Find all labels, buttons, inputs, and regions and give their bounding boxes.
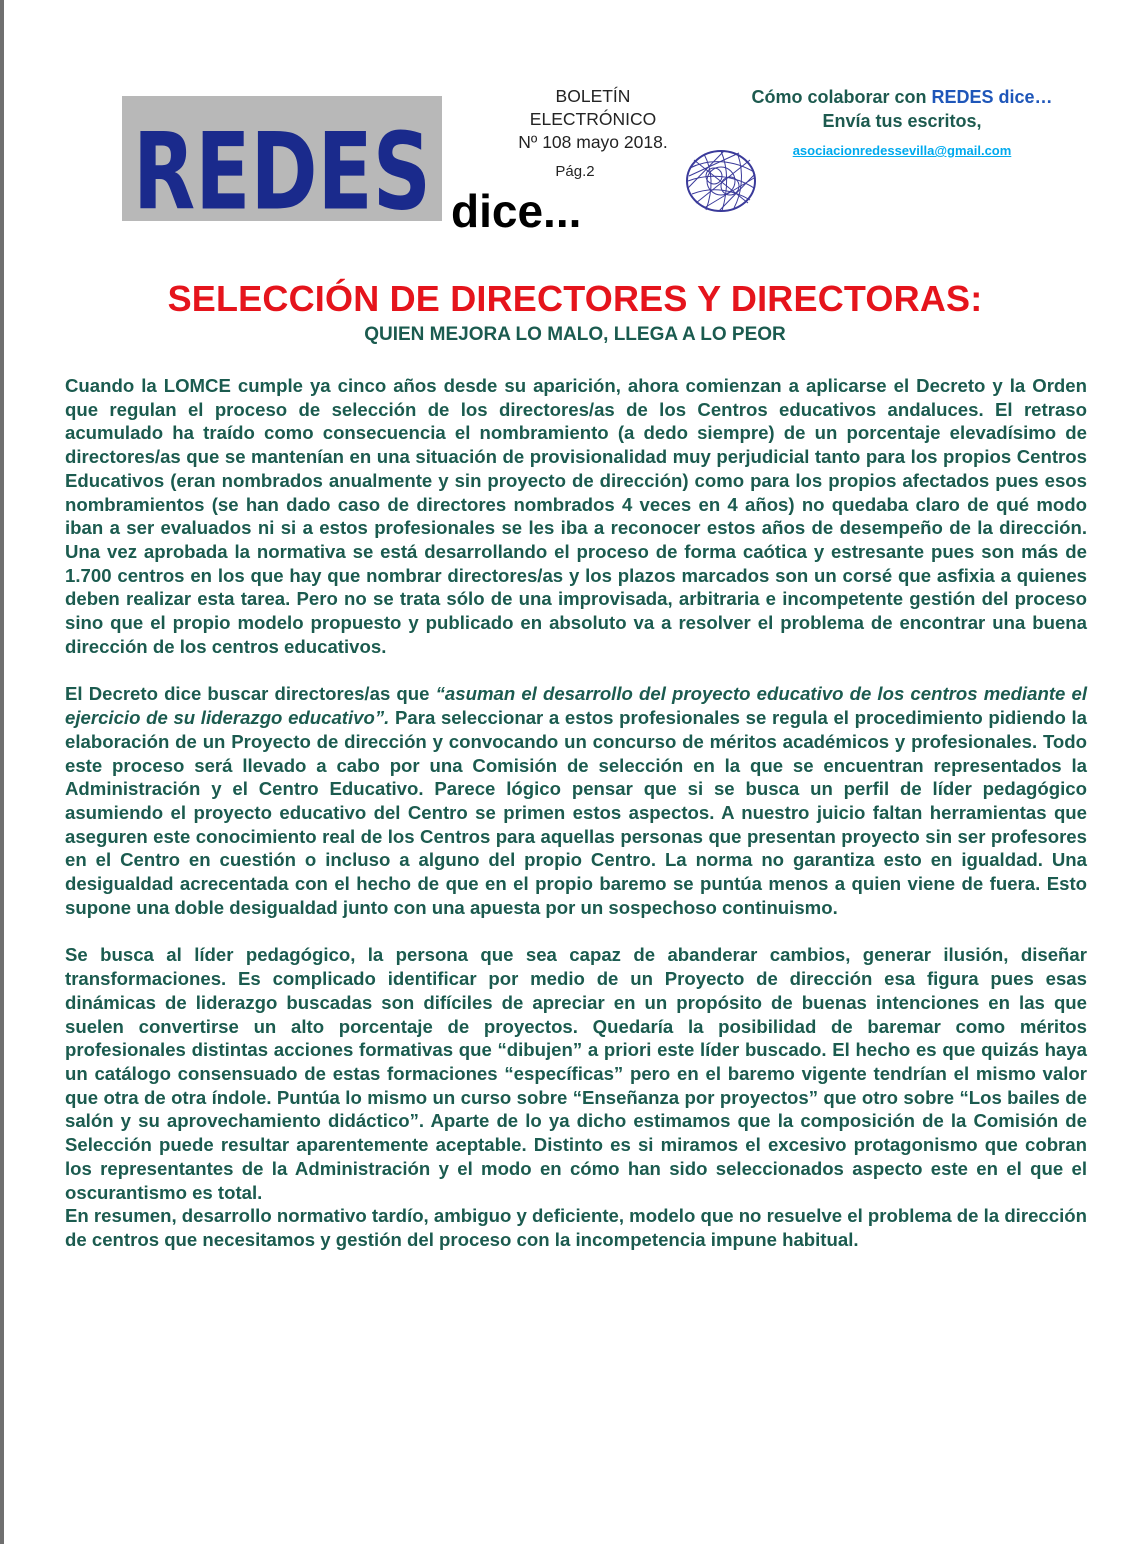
page-edge [0,0,4,1544]
article-title: SELECCIÓN DE DIRECTORES Y DIRECTORAS: [167,278,983,319]
paragraph-2-intro: El Decreto dice buscar directores/as que [65,683,436,705]
collab-prefix: Cómo colaborar con [751,87,932,107]
bulletin-line1: BOLETÍN [555,86,631,106]
article-subtitle: QUIEN MEJORA LO MALO, LLEGA A LO PEOR [364,324,786,345]
page-number: Pág.2 [555,163,595,180]
collaboration-box [712,85,1092,163]
article-body [65,374,1087,1252]
collab-line2: Envía tus escritos, [822,111,982,131]
paragraph-2-quote: “asuman el desarrollo del proyecto educativo de los centros mediante el ejercicio de su liderazgo educativo”. [65,683,1088,729]
paragraph-4: En resumen, desarrollo normativo tardío, ambiguo y deficiente, modelo que no resuelve el problema de la dirección de centros que necesitamos y gestión del proceso con la incompetencia impune habitual. [65,1205,1087,1250]
bulletin-issue: Nº 108 mayo 2018. [518,132,668,152]
logo-suffix: dice... [451,185,582,237]
collab-line1 [712,85,1092,109]
collab-brand: REDES dice… [931,87,1053,107]
redes-logo [122,96,442,221]
paragraph-3: Se busca al líder pedagógico, la persona que sea capaz de abanderar cambios, generar ilusión, diseñar transformaciones. Es complicado identificar por medio de un Proyecto de dirección esa figura pues esas dinámicas de liderazgo buscadas son difíciles de apreciar en un propósito de buenas intenciones en las que suelen convertirse un alto porcentaje de proyectos. Quedaría la posibilidad de baremar como méritos profesionales distintas acciones formativas que “dibujen” a priori este líder buscado. El hecho es que quizás haya un catálogo consensuado de estas formaciones “específicas” pero en el baremo vigente tendrían el mismo valor que otra de otra índole. Puntúa lo mismo un curso sobre “Enseñanza por proyectos” que otro sobre “Los bailes de salón y su aprovechamiento didáctico”. Aparte de lo ya dicho estimamos que la composición de la Comisión de Selección puede resultar aparentemente aceptable. Distinto es si miramos el excesivo protagonismo que cobran los representantes de la Administración y el modo en cómo han sido seleccionados aspecto este en el que el oscurantismo es total. [65,944,1087,1203]
email-link[interactable]: asociacionredessevilla@gmail.com [792,143,1012,158]
logo-wordmark: REDES [133,110,431,221]
paragraph-1: Cuando la LOMCE cumple ya cinco años desde su aparición, ahora comienzan a aplicarse el Decreto y la Orden que regulan el proceso de selección de los directores/as de los Centros educativos andaluces. El retraso acumulado ha traído como consecuencia el nombramiento (a dedo siempre) de un porcentaje elevadísimo de directores/as que se mantenían en una situación de provisionalidad muy perjudicial tanto para los propios Centros Educativos (eran nombrados anualmente y sin proyecto de dirección) como para los propios afectados pues esos nombramientos (se han dado caso de directores nombrados 4 veces en 4 años) no quedaba claro de qué modo iban a ser evaluados ni si a estos profesionales se les iba a reconocer estos años de desempeño de la dirección. Una vez aprobada la normativa se está desarrollando el proceso de forma caótica y estresante pues son más de 1.700 centros en los que hay que nombrar directores/as y los plazos marcados son un corsé que asfixia a quienes deben realizar esta tarea. Pero no se trata sólo de una improvisada, arbitraria e incompetente gestión del proceso sino que el propio modelo propuesto y publicado en absoluto va a resolver el problema de encontrar una buena dirección de los centros educativos. [65,375,1087,657]
bulletin-info [497,85,689,183]
paragraph-2 [65,682,1087,919]
bulletin-line2: ELECTRÓNICO [529,109,657,129]
paragraph-2-rest: Para seleccionar a estos profesionales se regula el procedimiento pidiendo la elaboración de un Proyecto de dirección y convocando un concurso de méritos académicos y profesionales. Todo este proceso será llevado a cabo por una Comisión de selección en la que se encuentran representados la Administración y el Centro Educativo. Parece lógico pensar que si se busca un perfil de líder pedagógico asumiendo el proyecto educativo del Centro se primen estos aspectos. A nuestro juicio faltan herramientas que aseguren este conocimiento real de los Centros para aquellas personas que presentan proyecto sin ser profesores en el Centro en cuestión o incluso a alguno del propio Centro. La norma no garantiza esto en igualdad. Una desigualdad acrecentada con el hecho de que en el propio baremo se puntúa menos a quien viene de fuera. Esto supone una doble desigualdad junto con una apuesta por un sospechoso continuismo. [65,707,1087,918]
